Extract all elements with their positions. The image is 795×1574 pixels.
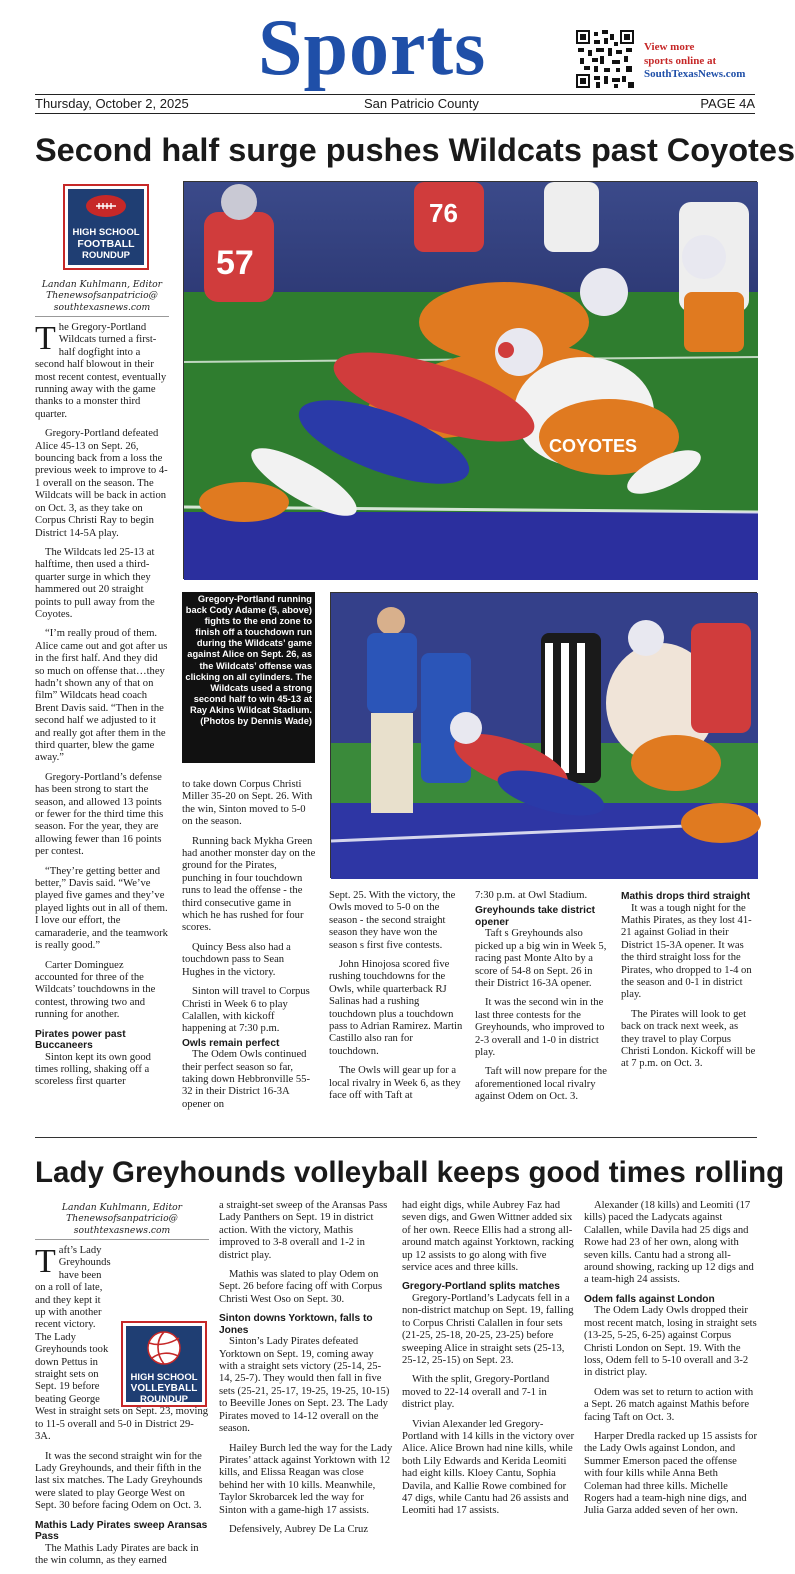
paragraph: The Mathis Lady Pirates are back in the win column, as they earned bbox=[35, 1542, 199, 1566]
page-number: PAGE 4A bbox=[700, 96, 755, 111]
section-divider bbox=[35, 1137, 757, 1138]
paragraph: The Odem Lady Owls dropped their most recent match, losing in straight sets (13-25, 5-25, 6-25) against Corpus Christi London on Sept. 19. With the loss, Odem fell to 5-10 overall and 3-2 in district play. bbox=[584, 1305, 757, 1379]
subhead: Owls remain perfect bbox=[182, 1037, 280, 1049]
paragraph: Harper Dredla racked up 15 assists for the Lady Owls against London, and Summer Emerson paced the offense with four kills while Anna Beth Coleman had three kills. Michelle Rogers had a team-high nine digs, and Julia Garza added seven of her own. bbox=[584, 1431, 757, 1517]
subhead: Gregory-Portland splits matches bbox=[402, 1281, 560, 1293]
masthead-title: Sports bbox=[258, 4, 487, 92]
paragraph: Sept. 25. With the victory, the Owls moved to 5-0 on the season - the second straight season they have won the season s first five contests. bbox=[329, 890, 456, 951]
football-column-1 bbox=[35, 322, 169, 1096]
football-photo-main bbox=[183, 181, 757, 579]
paragraph: Vivian Alexander led Gregory-Portland with 14 kills in the victory over Alice. Alice Brown had nine kills, while both Lily Edwards and Kerida Leomiti had eight kills. Kloey Cantu, Sophia Davila, and Kallie Rowe combined for 47 digs, while Cantu had 26 assists and Leomiti had 17 assists. bbox=[402, 1418, 575, 1517]
football-photo-secondary bbox=[330, 592, 757, 878]
paragraph: The Wildcats led 25-13 at halftime, then used a third-quarter surge in which they hammered out 20 straight points to pull away from the Coyotes. bbox=[35, 546, 155, 620]
paragraph: Gregory-Portland’s defense has been strong to start the season, and allowed 13 points or fewer for the third time this season. For the year, they are allowing fewer than 16 points per contest. bbox=[35, 771, 164, 858]
paragraph: Quincy Bess also had a touchdown pass to Sean Hughes in the victory. bbox=[182, 941, 291, 978]
volleyball-column-1 bbox=[35, 1245, 209, 1574]
byline-email-2: southtexasnews.com bbox=[53, 301, 151, 313]
paragraph: The Owls will gear up for a local rivalry in Week 6, as they face off with Taft at bbox=[329, 1065, 461, 1102]
paragraph: Taft will now prepare for the aforementioned local rivalry against Odem on Oct. 3. bbox=[475, 1066, 607, 1103]
football-column-4 bbox=[475, 890, 610, 1111]
promo-block bbox=[644, 41, 745, 82]
subhead: Pirates power past Buccaneers bbox=[35, 1028, 126, 1052]
paragraph: It was the second straight win for the Lady Greyhounds, and their fifth in the last six matches. The Lady Greyhounds were slated to play George West on Sept. 30 before facing Odem on Oct. 3. bbox=[35, 1450, 203, 1512]
dropcap: T bbox=[35, 1243, 56, 1280]
football-column-2 bbox=[182, 779, 317, 1118]
paragraph: Alexander (18 kills) and Leomiti (17 kills) paced the Ladycats against Calallen, while Davila had 25 digs and Rowe had 23 of her own, along with seven kills. Cantu had a strong all-around showing, racking up 12 digs and a team-high 24 assists. bbox=[584, 1200, 754, 1286]
paragraph: Sinton’s Lady Pirates defeated Yorktown on Sept. 19, coming away with a straight sets victory (25-14, 25-14, 25-7). They would then fall in five sets (25-21, 25-17, 19-25, 19-25, 10-15) to Beeville Jones on Sept. 23. The Lady Pirates moved to 14-12 overall on the season. bbox=[219, 1336, 390, 1435]
badge-float-spacer bbox=[117, 1311, 209, 1404]
badge-line-1: HIGH SCHOOL bbox=[72, 227, 140, 238]
paragraph: It was a tough night for the Mathis Pirates, as they lost 41-21 against Goliad in their District 15-3A opener. It was the third straight loss for the Pirates, who dropped to 1-4 on the season and 0-1 in district play. bbox=[621, 902, 752, 1001]
caption-text: Gregory-Portland running back Cody Adame (5, above) fights to the end zone to finish off a touchdown run during the Wildcats’ game against Alice on Sept. 26, as the Wildcats’ offense was clicking on all cylinders. The Wildcats used a strong second half to win 45-13 at Ray Akins Wildcat Stadium. (Photos by Dennis Wade) bbox=[185, 594, 312, 727]
football-column-5 bbox=[621, 890, 757, 1078]
football-icon bbox=[84, 193, 128, 219]
paragraph: The Odem Owls continued their perfect season so far, taking down Hebbronville 55-32 in their District 16-3A opener on bbox=[182, 1049, 310, 1110]
paragraph: a straight-set sweep of the Aransas Pass Lady Panthers on Sept. 19 in district action. With the victory, Mathis improved to 3-8 overall and 1-2 in district play. bbox=[219, 1200, 388, 1261]
paragraph: Hailey Burch led the way for the Lady Pirates’ attack against Yorktown with 12 kills, and Elissa Reagan was close behind her with 10 kills. Meanwhile, Taylor Skrobarcek led the way for Sinton with a game-high 17 assists. bbox=[219, 1442, 393, 1516]
paragraph: 7:30 p.m. at Owl Stadium. bbox=[475, 890, 588, 901]
svg-text:76: 76 bbox=[429, 198, 458, 228]
football-roundup-badge bbox=[63, 184, 149, 270]
paragraph: John Hinojosa scored five rushing touchdowns for the Owls, while quarterback RJ Salinas had a rushing touchdown plus a touchdown pass to Adrian Ramirez. Martin Castillo also ran for touchdown. bbox=[329, 959, 463, 1057]
paragraph: Sinton kept its own good times rolling, shaking off a scoreless first quarter bbox=[35, 1051, 151, 1088]
byline-divider bbox=[35, 1239, 209, 1240]
headline-volleyball: Lady Greyhounds volleyball keeps good times rolling bbox=[35, 1156, 785, 1189]
promo-line-2: sports online at bbox=[644, 54, 717, 67]
badge-line-1: HIGH SCHOOL bbox=[130, 1372, 198, 1383]
volleyball-column-3 bbox=[402, 1200, 577, 1525]
issue-date: Thursday, October 2, 2025 bbox=[35, 96, 189, 111]
football-column-3 bbox=[329, 890, 464, 1110]
paragraph: With the split, Gregory-Portland moved to 22-14 overall and 7-1 in district play. bbox=[402, 1374, 550, 1411]
paragraph: Taft s Greyhounds also picked up a big win in Week 5, racing past Monte Alto by a score of 54-8 on Sept. 26 in their District 16-3A opener. bbox=[475, 928, 607, 990]
byline-volleyball bbox=[35, 1202, 209, 1246]
paragraph: “I’m really proud of them. Alice came out and got after us in the first half. And they did so much on offense that…they hadn’t shown any of that on film” Wildcats head coach Brent Davis said. “Then in the second half we adjusted to it and really got after them in the third quarter, blew the game away.” bbox=[35, 628, 168, 764]
paragraph: to take down Corpus Christi Miller 35-20 on Sept. 26. With the win, Sinton moved to 5-0 on the season. bbox=[182, 779, 313, 828]
byline-football bbox=[35, 279, 169, 323]
paragraph: Odem was set to return to action with a Sept. 26 match against Mathis before facing Taft on Oct. 3. bbox=[584, 1386, 754, 1423]
subhead: Mathis Lady Pirates sweep Aransas Pass bbox=[35, 1519, 208, 1543]
byline-author: Landan Kuhlmann, Editor bbox=[41, 279, 163, 290]
svg-text:COYOTES: COYOTES bbox=[549, 436, 638, 456]
paragraph: The Pirates will look to get back on track next week, as they travel to play Corpus Christi London. Kickoff will be at 7 p.m. on Oct. 3. bbox=[621, 1008, 756, 1070]
paragraph: he Gregory-Portland Wildcats turned a first-half dogfight into a second half blowout in their most recent contest, eventually running away with the game thanks to a monster third quarter. bbox=[35, 322, 167, 420]
paragraph: Running back Mykha Green had another monster day on the ground for the Pirates, punching in four touchdown runs to lead the offense - the third consecutive game in which he has rushed for four scores. bbox=[182, 835, 316, 934]
byline-email-1: Thenewsofsanpatricio@ bbox=[66, 1213, 178, 1225]
badge-line-3: ROUNDUP bbox=[81, 250, 131, 261]
subhead: Mathis drops third straight bbox=[621, 891, 751, 902]
byline-author: Landan Kuhlmann, Editor bbox=[61, 1202, 183, 1213]
photo-caption bbox=[182, 592, 315, 763]
paragraph: had eight digs, while Aubrey Faz had seven digs, and Gwen Wittner added six of her own. Reece Ellis had a strong all-around match against Yorktown, racking up 12 assists to go along with five service aces and three kills. bbox=[402, 1200, 574, 1274]
paragraph: Gregory-Portland defeated Alice 45-13 on Sept. 26, bouncing back from a loss the previous week to improve to 4-1 overall on the season. The Wildcats will be back in action on Oct. 3, as they take on Corpus Christi Ray to begin District 14-5A play. bbox=[35, 428, 168, 539]
volleyball-column-2 bbox=[219, 1200, 394, 1543]
masthead-rule bbox=[35, 94, 755, 95]
dropcap: T bbox=[35, 320, 56, 357]
byline-email-2: southtexasnews.com bbox=[73, 1224, 171, 1236]
masthead-rule-bottom bbox=[35, 113, 755, 114]
badge-line-3: ROUNDUP bbox=[139, 1394, 189, 1405]
paragraph: It was the second win in the last three contests for the Greyhounds, who improved to 2-3 overall and 1-0 in district play. bbox=[475, 997, 605, 1059]
qr-code-icon bbox=[576, 30, 634, 88]
paragraph: Mathis was slated to play Odem on Sept. 26 before facing off with Corpus Christi West Oso on Sept. 30. bbox=[219, 1269, 383, 1305]
subhead: Sinton downs Yorktown, falls to Jones bbox=[219, 1313, 373, 1336]
paragraph: Defensively, Aubrey De La Cruz bbox=[229, 1523, 369, 1535]
headline-football: Second half surge pushes Wildcats past Coyotes bbox=[35, 132, 795, 168]
byline-email-1: Thenewsofsanpatricio@ bbox=[46, 290, 158, 302]
paragraph: Sinton will travel to Corpus Christi in Week 6 to play Calallen, with kickoff happening at 7:30 p.m. bbox=[182, 986, 310, 1035]
paragraph: aft’s Lady Greyhounds have been on a roll of late, and they kept it up with another recent victory. The Lady Greyhounds took down Pettus in straight sets on Sept. 19 before beating George West in straight sets on Sept. 23, moving to 11-5 overall and 5-0 in District 29-3A. bbox=[35, 1245, 209, 1443]
county-name: San Patricio County bbox=[364, 96, 479, 111]
badge-line-2: FOOTBALL bbox=[77, 238, 135, 250]
subhead: Greyhounds take district opener bbox=[475, 905, 596, 928]
paragraph: “They’re getting better and better,” Davis said. “We’ve played five games and they’ve played lights out in all of them. I love our effort, the camaraderie, and the teamwork is really good.” bbox=[35, 865, 168, 952]
paragraph: Gregory-Portland’s Ladycats fell in a non-district matchup on Sept. 19, falling to Corpus Christi Calallen in four sets (21-25, 25-18, 20-25, 23-25) before sweeping Alice in straight sets (25-13, 25-12, 25-15) on Sept. 23. bbox=[402, 1292, 574, 1366]
promo-link[interactable]: SouthTexasNews.com bbox=[644, 68, 746, 80]
byline-divider bbox=[35, 316, 169, 317]
subhead: Odem falls against London bbox=[584, 1293, 715, 1305]
promo-line-1: View more bbox=[644, 41, 695, 53]
svg-text:57: 57 bbox=[216, 244, 254, 282]
badge-line-2: VOLLEYBALL bbox=[130, 1383, 198, 1394]
volleyball-column-4 bbox=[584, 1200, 757, 1525]
paragraph: Carter Dominguez accounted for three of the Wildcats’ touchdowns in the contest, throwing two and running for another. bbox=[35, 959, 156, 1021]
